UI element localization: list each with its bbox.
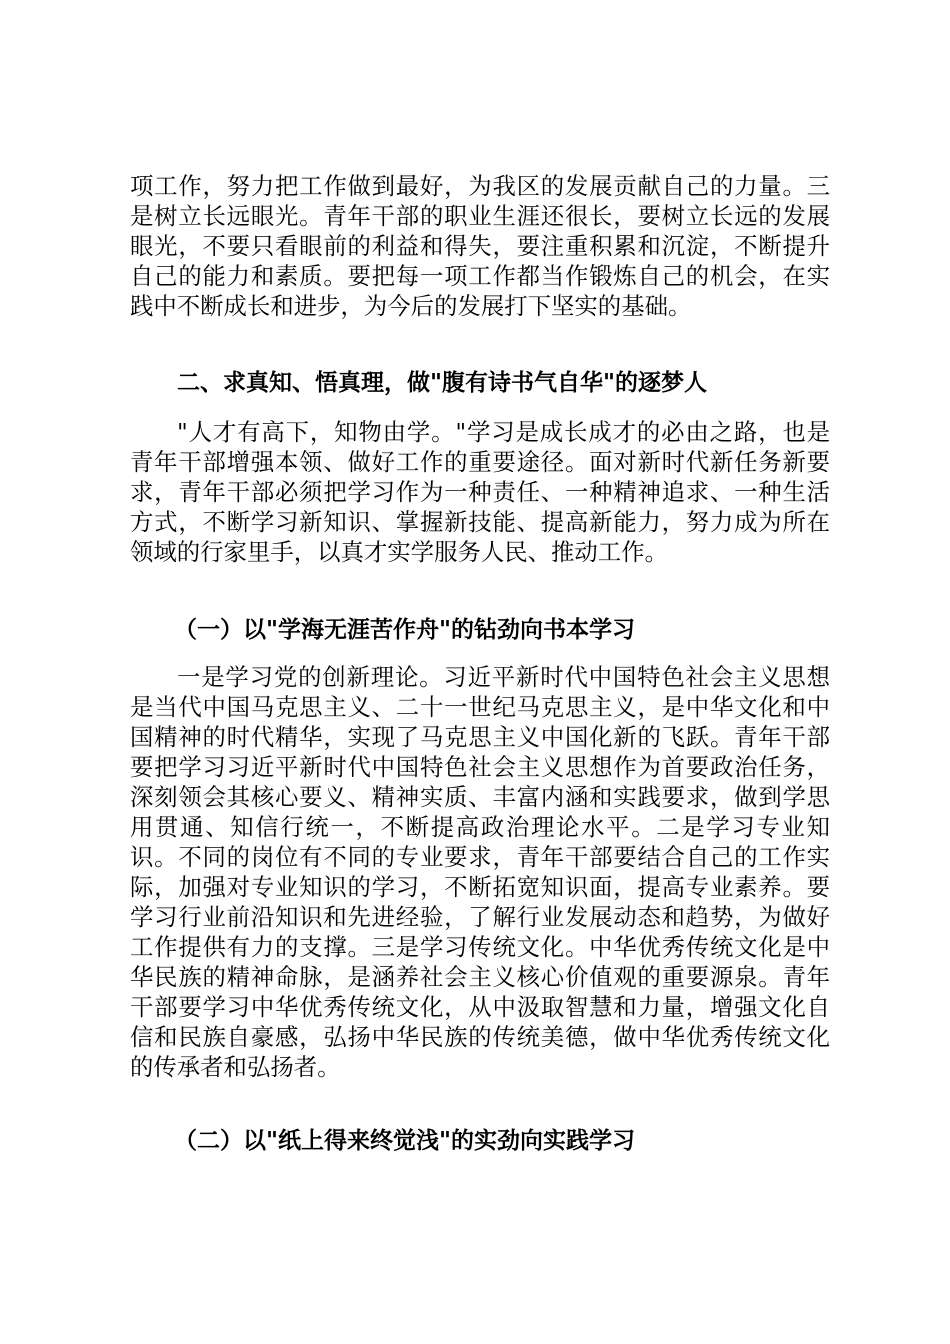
section-heading-2: 二、求真知、悟真理，做"腹有诗书气自华"的逐梦人 bbox=[177, 370, 707, 396]
subsection-heading-2: （二）以"纸上得来终觉浅"的实劲向实践学习 bbox=[174, 1128, 635, 1154]
paragraph-book-learning: 一是学习党的创新理论。习近平新时代中国特色社会主义思想是当代中国马克思主义、二十一世纪马克思主义，是中华文化和中国精神的时代精华，实现了马克思主义中国化新的飞跃。青年干部要把学习习近平新时代中国特色社会主义思想作为首要政治任务，深刻领会其核心要义、精神实质、丰富内涵和实践要求，做到学思用贯通、知信行统一，不断提高政治理论水平。二是学习专业知识。不同的岗位有不同的专业要求，青年干部要结合自己的工作实际，加强对专业知识的学习，不断拓宽知识面，提高专业素养。要学习行业前沿知识和先进经验，了解行业发展动态和趋势，为做好工作提供有力的支撑。三是学习传统文化。中华优秀传统文化是中华民族的精神命脉，是涵养社会主义核心价值观的重要源泉。青年干部要学习中华优秀传统文化，从中汲取智慧和力量，增强文化自信和民族自豪感，弘扬中华民族的传统美德，做中华优秀传统文化的传承者和弘扬者。 bbox=[130, 663, 830, 1081]
subsection-heading-1: （一）以"学海无涯苦作舟"的钻劲向书本学习 bbox=[174, 617, 635, 643]
paragraph-continuation: 项工作，努力把工作做到最好，为我区的发展贡献自己的力量。三是树立长远眼光。青年干部的职业生涯还很长，要树立长远的发展眼光，不要只看眼前的利益和得失，要注重积累和沉淀，不断提升自己的能力和素质。要把每一项工作都当作锻炼自己的机会，在实践中不断成长和进步，为今后的发展打下坚实的基础。 bbox=[130, 172, 830, 320]
paragraph-learning-intro: "人才有高下，知物由学。"学习是成长成才的必由之路，也是青年干部增强本领、做好工作的重要途径。面对新时代新任务新要求，青年干部必须把学习作为一种责任、一种精神追求、一种生活方式，不断学习新知识、掌握新技能、提高新能力，努力成为所在领域的行家里手，以真才实学服务人民、推动工作。 bbox=[130, 418, 830, 566]
